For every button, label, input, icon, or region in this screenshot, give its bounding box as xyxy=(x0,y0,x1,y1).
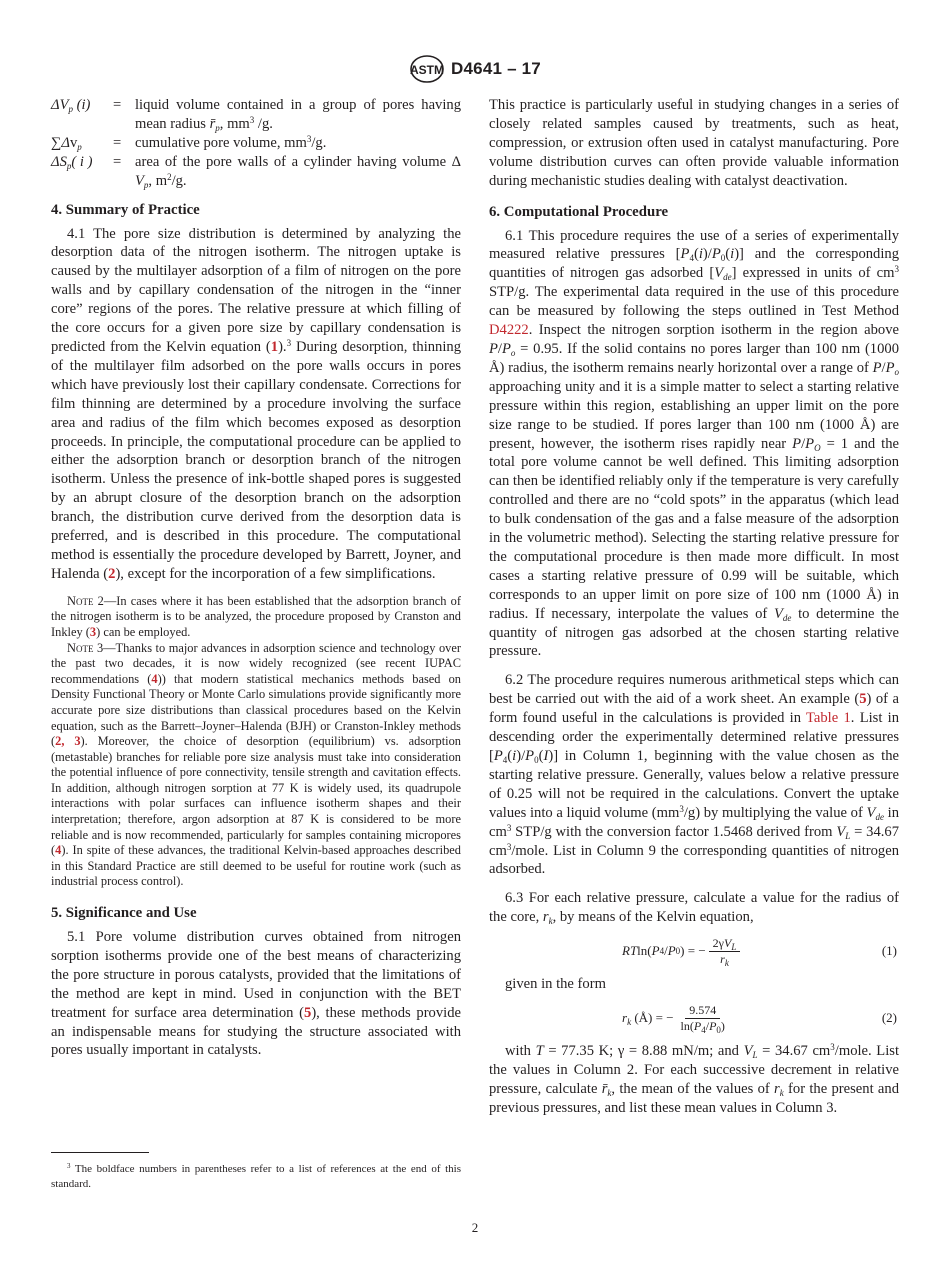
section-heading-5: 5. Significance and Use xyxy=(51,905,197,922)
equation-body: RT ln( P 4 / P 0 ) = − $\frac{2\gamma V_L}{r_k}$ xyxy=(622,936,743,967)
fraction: $\frac{9.574}{\ln(P_4/P_0)}$ xyxy=(680,1002,725,1035)
definition-row xyxy=(51,153,461,191)
reference-link[interactable]: 5 xyxy=(859,691,867,708)
reference-link[interactable]: 4 xyxy=(55,843,62,858)
note-label: Note 3 xyxy=(67,640,104,655)
equation-1 xyxy=(489,931,899,971)
definition-text: area of the pore walls of a cylinder having volume Δ $V_p$, $m^2/g$. xyxy=(135,153,461,190)
equals-sign: = xyxy=(113,153,122,170)
equation-number: (1) xyxy=(881,942,897,958)
definition-text: cumulative pore volume, $mm^3/g$. xyxy=(135,133,327,151)
svg-text:ASTM: ASTM xyxy=(410,63,445,77)
equals-sign: = xyxy=(113,97,122,113)
footnote-3 xyxy=(51,1162,461,1191)
right-column xyxy=(489,96,899,1118)
equation-2 xyxy=(489,998,899,1038)
paragraph-5-1: 5.1 Pore volume distribution curves obtained from nitrogen sorption isotherms provide one of the best means of characterizing the pore structure in porous catalysts, provided that the limitations of the method are kept in mind. Used in conjunction with the BET treatment for surface area determination (5), these methods provide an indispensable means for studying the structure associated with pores usually important in catalysts. xyxy=(51,929,461,1059)
symbol-definitions xyxy=(51,96,461,191)
paragraph-6-2: 6.2 The procedure requires numerous arithmetical steps which can best be carried out with the aid of a work sheet. An example (5) of a form found useful in the calculations is provided in Table 1. List in descending order the experimentally determined relative pressures $[P_4(i)/P_0(I)]$ in Column 1, beginning with the value chosen as the starting relative pressure. Generally, values below a relative pressure of 0.25 will not be required in the calculations. Convert the uptake values into a liquid volume $(mm^3/g)$ by multiplying the value of $V_{de}$ in $cm^3$ STP/g with the conversion factor 1.5468 derived from $V_L = 34.67$ $cm^3$/mole. List in Column 9 the corresponding quantities of nitrogen adsorbed. xyxy=(489,672,900,878)
reference-link[interactable]: 1 xyxy=(270,338,279,355)
footnote-divider xyxy=(51,1152,149,1153)
reference-link[interactable]: 4 xyxy=(151,671,158,686)
footnote-mark[interactable]: 3 xyxy=(286,337,292,348)
page-number: 2 xyxy=(471,1220,479,1235)
definition-row xyxy=(51,134,461,153)
page-header xyxy=(0,54,950,84)
left-column xyxy=(51,96,461,1060)
section-heading-4: 4. Summary of Practice xyxy=(51,201,200,218)
paragraph-6-1: 6.1 This procedure requires the use of a series of experimentally measured relative pressures $[P_4(i)/P_0(i)]$ and the corresponding quantities of nitrogen gas adsorbed $[V_{de}]$ expressed in units of $cm^3$ STP/g. The experimental data required in the use of this procedure can be measured by following the steps outlined in Test Method D4222. Inspect the nitrogen sorption isotherm in the region above $P/P_o = 0.95$. If the solid contains no pores larger than 100 nm (1000 Å) radius, the isotherm remains nearly horizontal over a range of $P/P_o$ approaching unity and it is a simple matter to select a starting relative pressure within this region, establishing an upper limit on the pore size range to be studied. If pores larger than 100 nm (1000 Å) are present, however, the isotherm rises rapidly near $P/P_O = 1$ and the total pore volume cannot be well defined. This limiting adsorption can then be identified reliably only if the temperature is very carefully controlled and there are no “cold spots” in the apparatus (which lead to bulk condensation of the gas and a false measure of the adsorption in the volumetric method). Selecting the starting relative pressure for the computational procedure is then made more difficult. In most cases a starting relative pressure of 0.99 will be suitable, which corresponds to an upper limit on pore size of 100 nm (1000 Å) in radius. If necessary, interpolate the values of $V_{de}$ to determine the quantity of nitrogen gas adsorbed at the chosen starting relative pressure. xyxy=(489,227,899,660)
equals-sign: = xyxy=(113,134,122,151)
definition-symbol: $\sum\Delta v_p$ xyxy=(51,134,82,152)
paragraph-5-1-continued: This practice is particularly useful in studying changes in a series of closely related samples caused by treatments, such as heat, compression, or extrusion often used in catalyst manufacturing. Pore volume distribution curves can often provide valuable information during mechanistic studies dealing with catalyst deactivation. xyxy=(489,97,899,189)
note-3: Note 3—Thanks to major advances in adsorption science and technology over the past two decades, it is now widely recognized (see recent IUPAC recommendations (4)) that modern statistical mechanics methods based on Density Functional Theory or Monte Carlo simulations provide significantly more accurate pore size distributions than classical procedures based on the Kelvin equation, such as the Barrett–Joyner–Halenda (BJH) or Cranston-Inkley methods (2, 3). Moreover, the choice of desorption (equilibrium) vs. adsorption (metastable) branches for reliable pore size analysis must take into consideration the potential influence of pore connectivity, tensile strength and cavitation effects. In addition, although nitrogen sorption at 77 K is widely used, its quadrupole interactions with polar surfaces can influence isotherm shapes and their interpretation; therefore, argon adsorption at 87 K is considered to be more reliable and is now recommended, particularly for samples containing micropores (4). In spite of these advances, the traditional Kelvin-based approaches described in this Standard Practice are still deemed to be useful for routine work (such as industrial process control). xyxy=(51,640,462,889)
fraction: $\frac{2\gamma V_L}{r_k}$ xyxy=(709,936,741,967)
note-2: Note 2—In cases where it has been established that the adsorption branch of the nitrogen isotherm is to be analyzed, the procedure proposed by Cranston and Inkley (3) can be employed. xyxy=(51,593,461,639)
definition-symbol: $\Delta S_p$( i ) xyxy=(51,153,93,171)
paragraph-4-1: 4.1 The pore size distribution is determined by analyzing the desorption data of the nitrogen isotherm. The nitrogen uptake is caused by the multilayer adsorption of a film of nitrogen on the pore walls and by capillary condensation of the nitrogen in the “inner core” regions of the pores. The relative pressure at which filling of the core occurs for a given pore size by capillary condensation is predicted from the Kelvin equation (1).$^3$ During desorption, thinning of the multilayer film adsorbed on the pore walls occurs in pores which have previously lost their capillary condensate. Corrections for film thinning are determined by a procedure involving the surface area and radius of the film which becomes exposed as desorption proceeds. In principle, the computational procedure can be applied to either the adsorption branch or desorption branch of the nitrogen isotherm. Unless the presence of ink-bottle shaped pores is suggested by an abrupt closure of the desorption branch on the adsorption branch, the distribution curve derived from the desorption data is preferred, and is described in this procedure. The computational method is essentially the procedure developed by Barrett, Joyner, and Halenda (2), except for the incorporation of a few simplifications. xyxy=(51,225,461,582)
test-method-link[interactable]: D4222 xyxy=(489,322,529,339)
equation-number: (2) xyxy=(881,1009,897,1025)
note-label: Note 2 xyxy=(67,593,104,608)
reference-link[interactable]: 2 xyxy=(108,565,116,582)
astm-logo-icon xyxy=(409,54,445,84)
footnote-mark: 3 xyxy=(67,1162,71,1170)
table-link[interactable]: Table 1 xyxy=(806,710,851,727)
definition-row xyxy=(51,96,461,134)
reference-link[interactable]: 2, 3 xyxy=(55,734,81,749)
document-id: D4641 – 17 xyxy=(451,59,541,78)
definition-symbol: $\Delta V_p$ (i) xyxy=(51,97,91,114)
paragraph-6-3-continued: with T = 77.35 K; γ = 8.88 mN/m; and $V_L = 34.67$ $cm^3$/mole. List the values in Column 2. For each successive decrement in relative pressure, calculate $r̄_k$, the mean of the values of $r_k$ for the present and previous pressures, and list these mean values in Column 3. xyxy=(489,1042,900,1116)
reference-link[interactable]: 5 xyxy=(304,1004,312,1021)
equation-body: $r_k$ (Å) = − $\frac{9.574}{\ln(P_4/P_0)}$ xyxy=(622,1003,732,1034)
footnote-text: The boldface numbers in parentheses refer to a list of references at the end of this standard. xyxy=(51,1163,461,1190)
definition-text: liquid volume contained in a group of pores having mean radius $r̄_p$, $mm^3$ /g. xyxy=(135,97,461,133)
reference-link[interactable]: 3 xyxy=(89,624,97,639)
section-heading-6: 6. Computational Procedure xyxy=(489,203,669,220)
paragraph-6-3: 6.3 For each relative pressure, calculate a value for the radius of the core, $r_k$, by means of the Kelvin equation, xyxy=(489,890,899,927)
given-form-text: given in the form xyxy=(505,976,606,993)
